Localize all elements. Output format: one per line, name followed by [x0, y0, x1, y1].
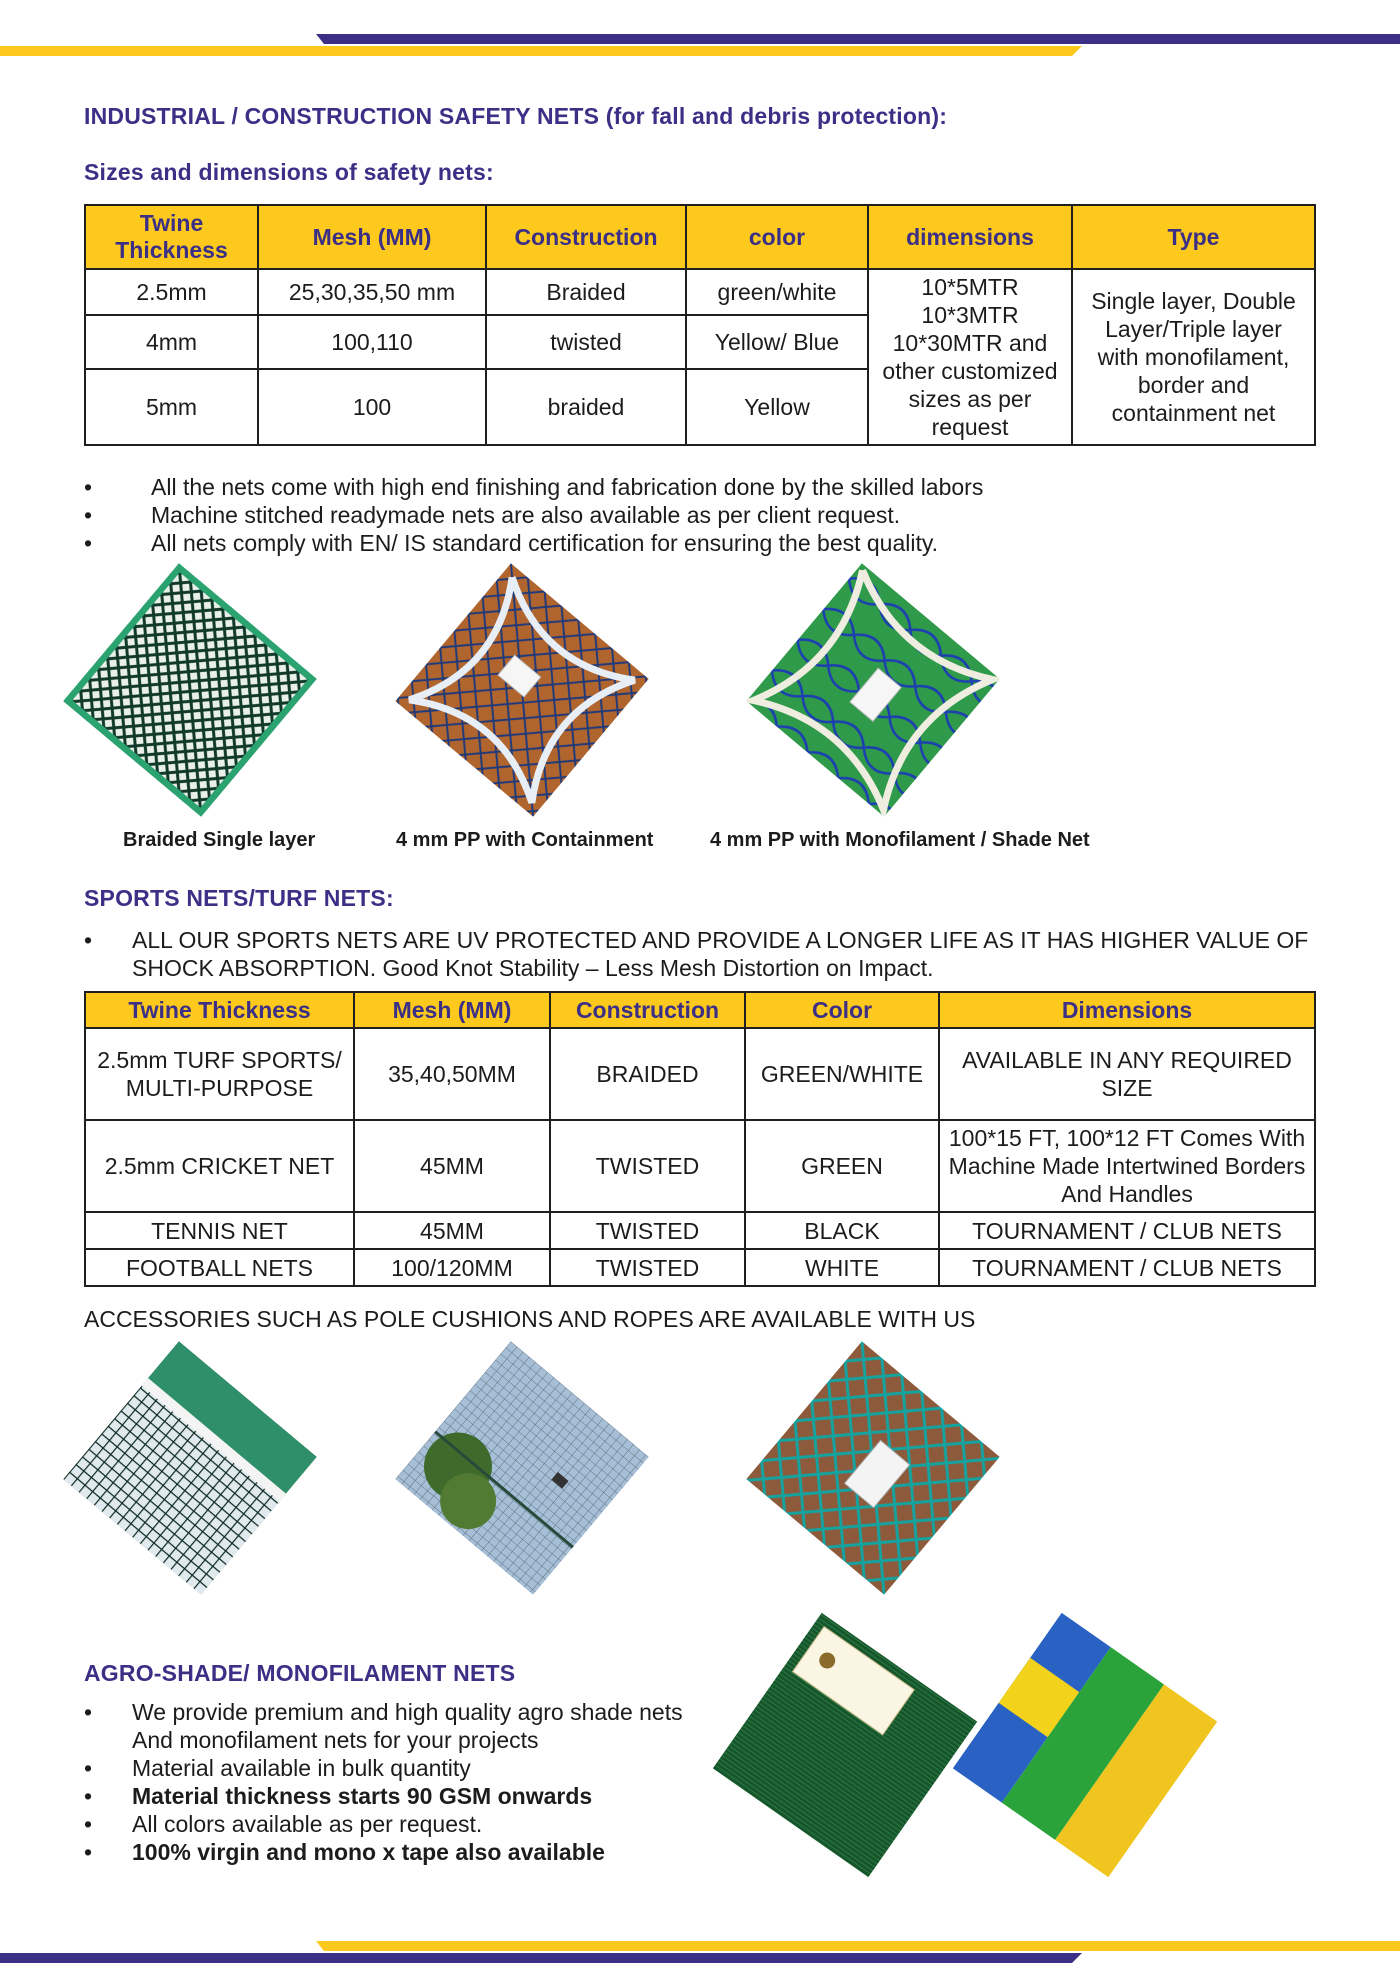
accessories-note: ACCESSORIES SUCH AS POLE CUSHIONS AND ROPES ARE AVAILABLE WITH US — [84, 1306, 976, 1332]
table-row — [85, 1249, 1315, 1286]
caption-braided: Braided Single layer — [123, 829, 316, 851]
bullet-text: Material available in bulk quantity — [132, 1755, 471, 1781]
cell: GREEN — [745, 1120, 939, 1212]
bullet-text: We provide premium and high quality agro shade nets And monofilament nets for your projects — [132, 1699, 683, 1753]
bullet-text: 100% virgin and mono x tape also available — [132, 1839, 605, 1865]
sports-nets-table — [84, 991, 1316, 1287]
cell: braided — [486, 369, 686, 445]
agro-title: AGRO-SHADE/ MONOFILAMENT NETS — [84, 1660, 516, 1686]
table-row — [85, 1028, 1315, 1120]
list-item: • We provide premium and high quality agro shade nets And monofilament nets for your projects — [84, 1699, 683, 1753]
list-item: • ALL OUR SPORTS NETS ARE UV PROTECTED AND PROVIDE A LONGER LIFE AS IT HAS HIGHER VALUE OF SHOCK ABSORPTION. Good Knot Stability – Less Mesh Distortion on Impact. — [84, 927, 1309, 981]
bullet-text: All nets comply with EN/ IS standard certification for ensuring the best quality. — [151, 530, 939, 556]
list-item: • 100% virgin and mono x tape also available — [84, 1839, 605, 1865]
cell: 2.5mm TURF SPORTS/ MULTI-PURPOSE — [85, 1028, 354, 1120]
table-header-row — [85, 205, 1315, 269]
list-item: • All colors available as per request. — [84, 1811, 483, 1837]
industrial-bullets — [84, 473, 1314, 557]
cricket-net-photo — [395, 1341, 649, 1595]
col-color: color — [686, 205, 868, 269]
safety-nets-table — [84, 204, 1316, 446]
cell: green/white — [686, 269, 868, 315]
list-item: • Machine stitched readymade nets are also available as per client request. — [84, 502, 901, 528]
cell: TENNIS NET — [85, 1212, 354, 1249]
col-twine-thickness: Twine Thickness — [85, 205, 258, 269]
cell: Yellow — [686, 369, 868, 445]
cell: 2.5mm — [85, 269, 258, 315]
table-header-row — [85, 992, 1315, 1028]
cell: 35,40,50MM — [354, 1028, 550, 1120]
cell: 100*15 FT, 100*12 FT Comes With Machine Made Intertwined Borders And Handles — [939, 1120, 1315, 1212]
bullet-text: Machine stitched readymade nets are also available as per client request. — [151, 502, 901, 528]
sports-bullets — [84, 926, 1329, 982]
colored-shade-net-photo — [953, 1613, 1218, 1878]
table-row — [85, 269, 1315, 315]
tennis-net-photo — [63, 1341, 317, 1595]
cell: 45MM — [354, 1212, 550, 1249]
containment-net-photo — [395, 563, 649, 817]
cell: AVAILABLE IN ANY REQUIRED SIZE — [939, 1028, 1315, 1120]
cell: 4mm — [85, 315, 258, 369]
col-construction: Construction — [486, 205, 686, 269]
cell: 2.5mm CRICKET NET — [85, 1120, 354, 1212]
shade-net-green-photo — [713, 1613, 978, 1878]
top-band — [0, 30, 1400, 60]
col-color: Color — [745, 992, 939, 1028]
col-twine-thickness: Twine Thickness — [85, 992, 354, 1028]
list-item: • All nets comply with EN/ IS standard certification for ensuring the best quality. — [84, 530, 939, 556]
col-dimensions: Dimensions — [939, 992, 1315, 1028]
industrial-subtitle: Sizes and dimensions of safety nets: — [84, 159, 494, 185]
braided-net-photo — [63, 563, 317, 817]
cell: Braided — [486, 269, 686, 315]
cell: 45MM — [354, 1120, 550, 1212]
cell: TOURNAMENT / CLUB NETS — [939, 1212, 1315, 1249]
sports-title: SPORTS NETS/TURF NETS: — [84, 885, 394, 911]
cell: FOOTBALL NETS — [85, 1249, 354, 1286]
col-mesh: Mesh (MM) — [354, 992, 550, 1028]
cell: 100/120MM — [354, 1249, 550, 1286]
cell: WHITE — [745, 1249, 939, 1286]
list-item: • All the nets come with high end finishing and fabrication done by the skilled labors — [84, 474, 984, 500]
caption-containment: 4 mm PP with Containment — [396, 829, 654, 851]
cell: 5mm — [85, 369, 258, 445]
col-construction: Construction — [550, 992, 745, 1028]
col-type: Type — [1072, 205, 1315, 269]
cell: TWISTED — [550, 1120, 745, 1212]
cell: BLACK — [745, 1212, 939, 1249]
cell: 100,110 — [258, 315, 486, 369]
cell: BRAIDED — [550, 1028, 745, 1120]
col-dimensions: dimensions — [868, 205, 1072, 269]
table-row — [85, 1120, 1315, 1212]
bullet-text: All colors available as per request. — [132, 1811, 483, 1837]
shade-net-photo — [746, 563, 1000, 817]
list-item: • Material available in bulk quantity — [84, 1755, 471, 1781]
bottom-band — [0, 1935, 1400, 1965]
dimensions-cell: 10*5MTR 10*3MTR 10*30MTR and other customized sizes as per request — [868, 269, 1072, 445]
agro-bullets — [84, 1698, 704, 1866]
cell: TWISTED — [550, 1249, 745, 1286]
cell: 100 — [258, 369, 486, 445]
bullet-text: ALL OUR SPORTS NETS ARE UV PROTECTED AND PROVIDE A LONGER LIFE AS IT HAS HIGHER VALUE OF SHOCK ABSORPTION. Good Knot Stability – Less Mesh Distortion on Impact. — [132, 927, 1309, 981]
col-mesh: Mesh (MM) — [258, 205, 486, 269]
bullet-text: All the nets come with high end finishing and fabrication done by the skilled labors — [151, 474, 984, 500]
industrial-title: INDUSTRIAL / CONSTRUCTION SAFETY NETS (for fall and debris protection): — [84, 103, 948, 129]
caption-monofilament: 4 mm PP with Monofilament / Shade Net — [710, 829, 1090, 851]
type-cell: Single layer, Double Layer/Triple layer with monofilament, border and containment net — [1072, 269, 1315, 445]
cell: TWISTED — [550, 1212, 745, 1249]
cell: twisted — [486, 315, 686, 369]
bullet-text: Material thickness starts 90 GSM onwards — [132, 1783, 593, 1809]
rope-net-photo — [746, 1341, 1000, 1595]
list-item: • Material thickness starts 90 GSM onwards — [84, 1783, 593, 1809]
cell: TOURNAMENT / CLUB NETS — [939, 1249, 1315, 1286]
cell: 25,30,35,50 mm — [258, 269, 486, 315]
cell: GREEN/WHITE — [745, 1028, 939, 1120]
table-row — [85, 1212, 1315, 1249]
cell: Yellow/ Blue — [686, 315, 868, 369]
